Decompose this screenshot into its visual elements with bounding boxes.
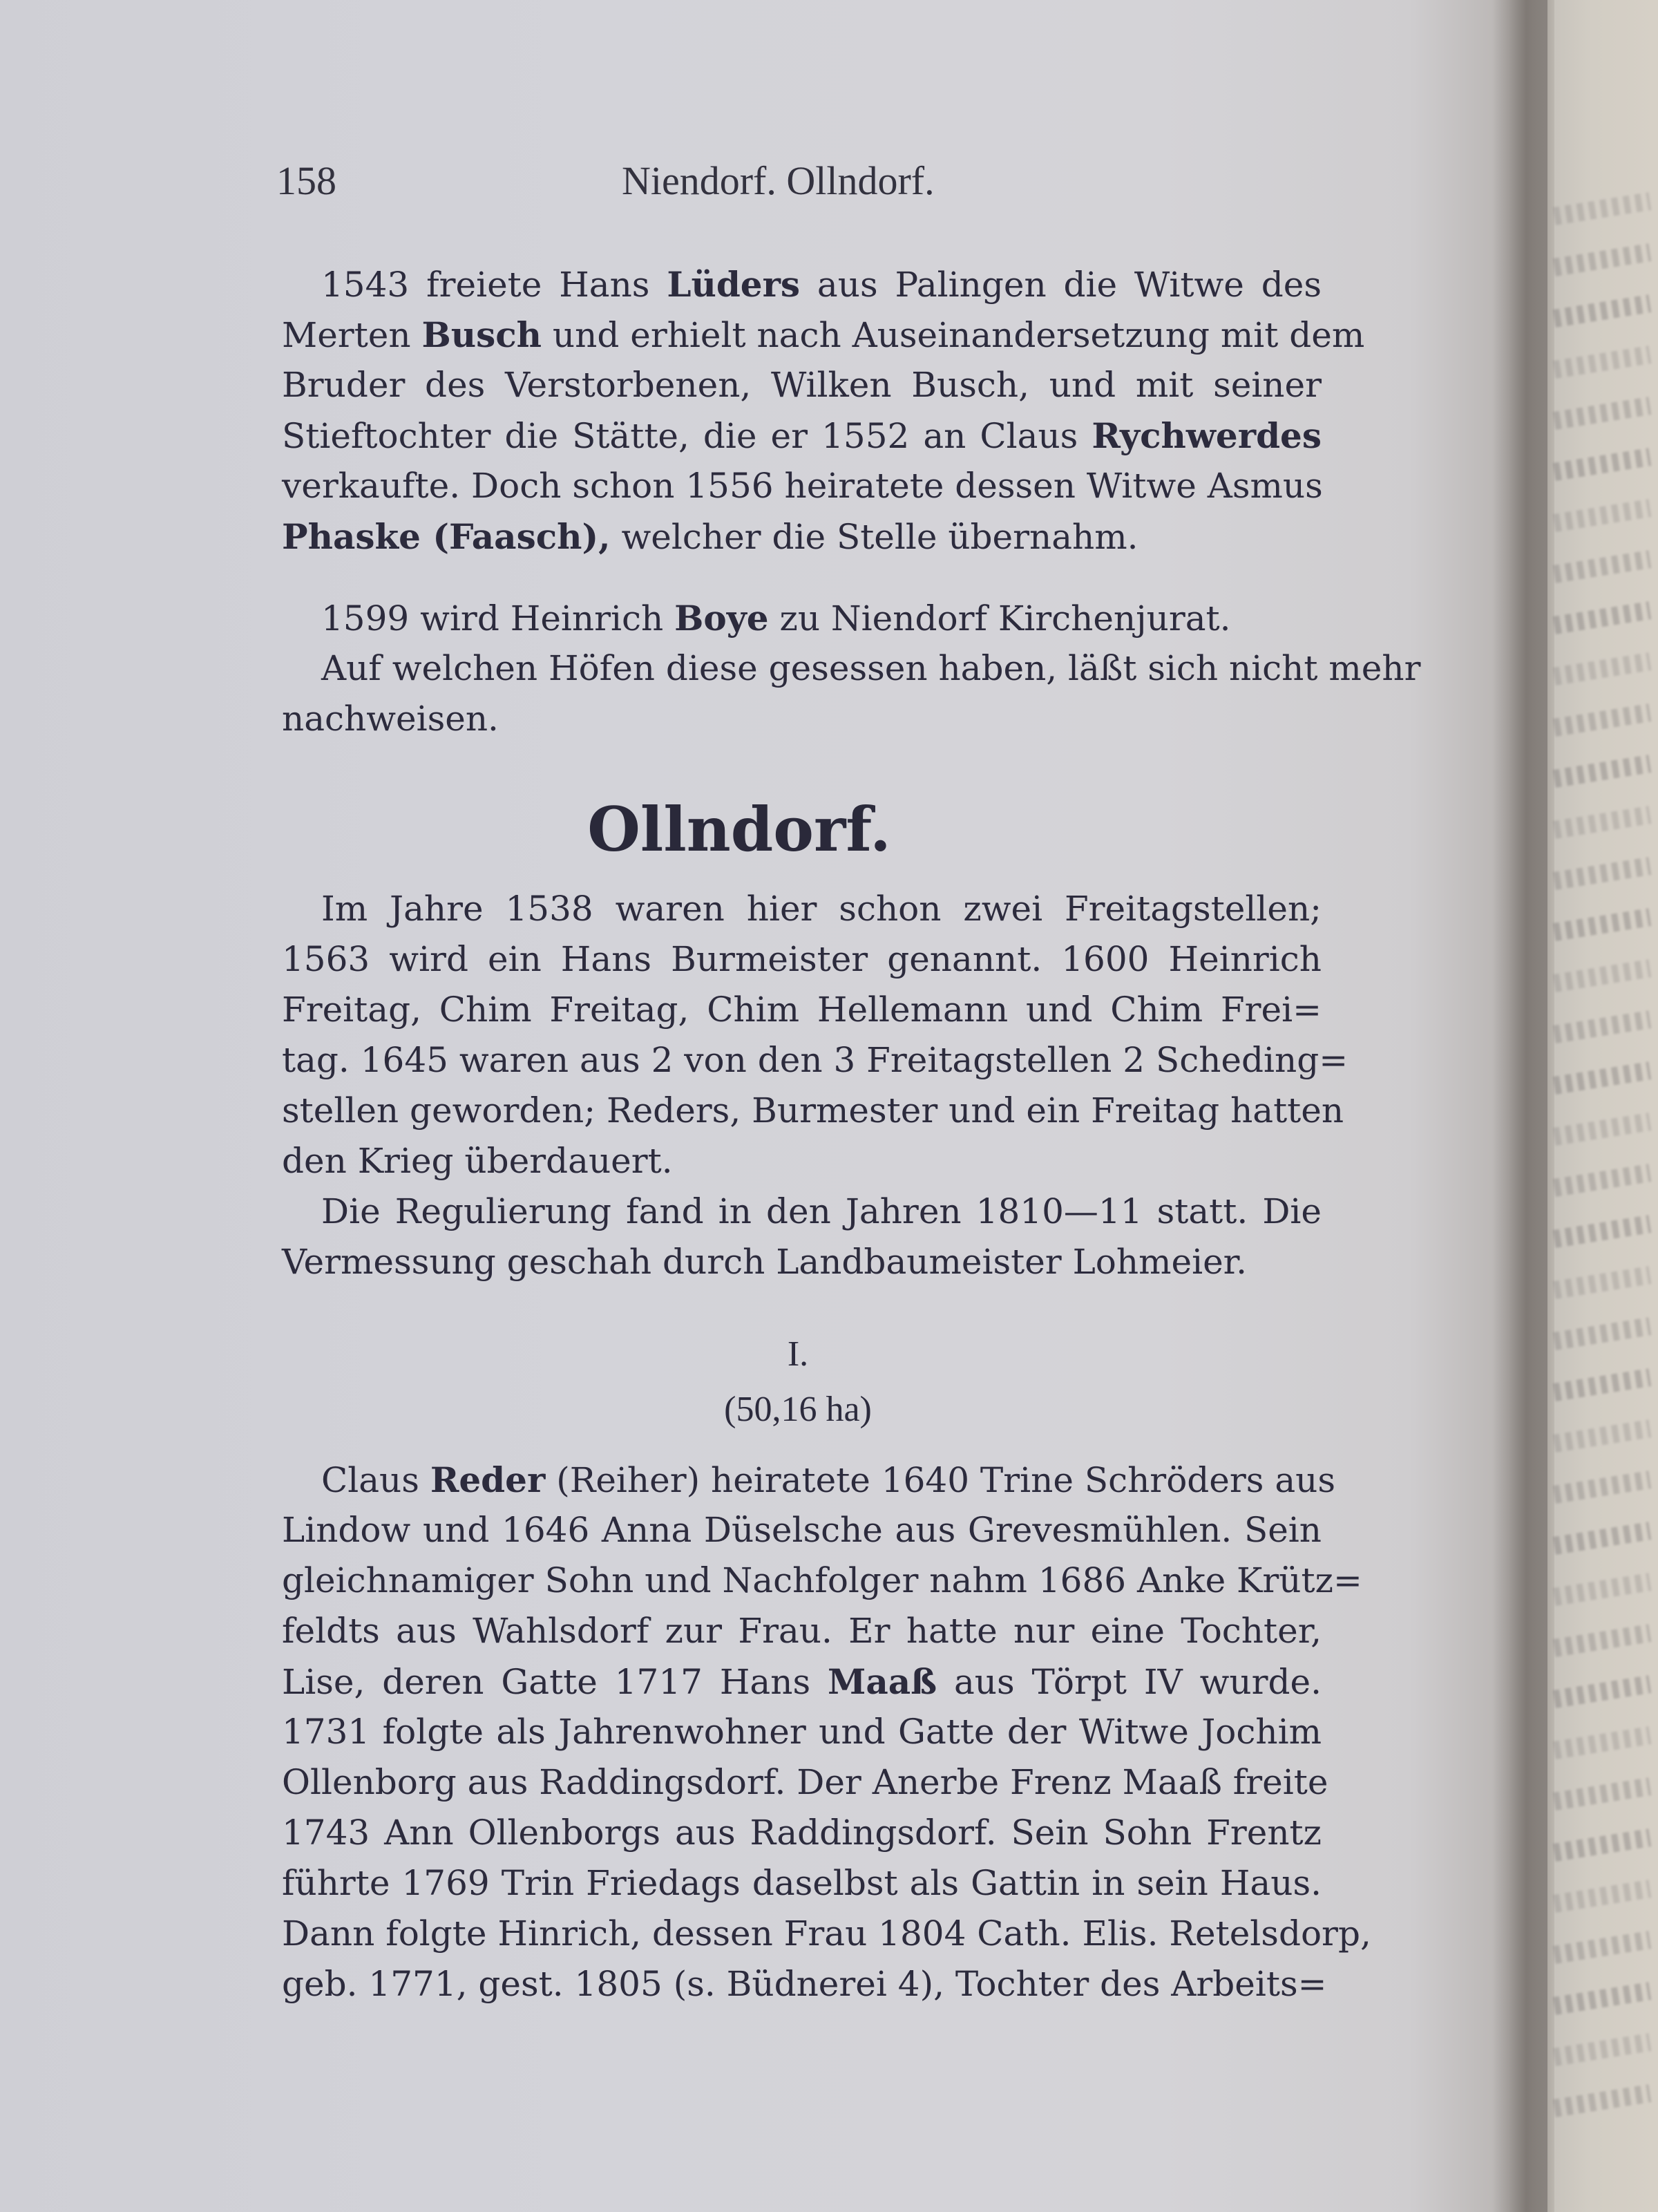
text-run: verkaufte. Doch schon 1556 heiratete dessen Witwe Asmus bbox=[282, 466, 1323, 506]
text-line bbox=[282, 934, 1322, 985]
text-run: stellen geworden; Reders, Burmester und ein Freitag hatten bbox=[282, 1090, 1344, 1131]
text-run: Stieftochter die Stätte, die er 1552 an Claus bbox=[282, 416, 1092, 456]
text-run: (Reiher) heiratete 1640 Trine Schröders aus bbox=[545, 1460, 1336, 1500]
text-line bbox=[282, 1086, 1344, 1136]
text-line bbox=[282, 1136, 1322, 1187]
page-number: 158 bbox=[276, 158, 336, 203]
text-line bbox=[282, 1707, 1322, 1757]
bold-name: Rychwerdes bbox=[1092, 415, 1322, 456]
text-run: Merten bbox=[282, 315, 422, 355]
text-line bbox=[282, 360, 1322, 410]
text-run: feldts aus Wahlsdorf zur Frau. Er hatte nur eine Tochter, bbox=[282, 1611, 1322, 1651]
text-line bbox=[282, 593, 1322, 643]
bold-name: Phaske (Faasch), bbox=[282, 516, 611, 557]
text-line bbox=[282, 1757, 1328, 1808]
text-line bbox=[282, 643, 1421, 694]
text-run: Auf welchen Höfen diese gesessen haben, läßt sich nicht mehr bbox=[321, 648, 1421, 688]
text-line bbox=[282, 1959, 1327, 2010]
text-run: 1563 wird ein Hans Burmeister genannt. 1600 Heinrich bbox=[282, 939, 1322, 979]
text-line bbox=[282, 1187, 1322, 1237]
text-run: tag. 1645 waren aus 2 von den 3 Freitagstellen 2 Scheding= bbox=[282, 1040, 1349, 1080]
bold-name: Reder bbox=[430, 1459, 546, 1500]
text-line bbox=[282, 985, 1322, 1035]
text-line bbox=[282, 1455, 1336, 1505]
text-line bbox=[282, 884, 1322, 934]
text-line bbox=[282, 1909, 1371, 1959]
text-line bbox=[282, 1556, 1362, 1606]
bold-name: Maaß bbox=[827, 1661, 937, 1702]
text-run: Die Regulierung fand in den Jahren 1810—11 statt. Die bbox=[321, 1191, 1322, 1231]
text-line bbox=[282, 694, 1322, 744]
text-run: Ollenborg aus Raddingsdorf. Der Anerbe Frenz Maaß freite bbox=[282, 1762, 1328, 1802]
subsection-area: (50,16 ha) bbox=[724, 1390, 872, 1429]
running-title: Niendorf. Ollndorf. bbox=[622, 158, 935, 203]
text-line bbox=[282, 1505, 1322, 1556]
text-run: aus Palingen die Witwe des bbox=[800, 265, 1322, 305]
text-line bbox=[282, 1656, 1322, 1707]
text-run: Lise, deren Gatte 1717 Hans bbox=[282, 1662, 828, 1702]
bold-name: Lüders bbox=[667, 264, 801, 305]
text-run: welcher die Stelle übernahm. bbox=[610, 517, 1138, 557]
text-run: nachweisen. bbox=[282, 699, 499, 739]
text-line bbox=[282, 1237, 1322, 1287]
text-run: geb. 1771, gest. 1805 (s. Büdnerei 4), Tochter des Arbeits= bbox=[282, 1964, 1327, 2004]
paragraph-reder bbox=[282, 1455, 1371, 2010]
paragraph-luders bbox=[282, 259, 1365, 562]
text-run: den Krieg überdauert. bbox=[282, 1141, 673, 1181]
text-run: Lindow und 1646 Anna Düselsche aus Grevesmühlen. Sein bbox=[282, 1510, 1322, 1550]
text-run: Freitag, Chim Freitag, Chim Hellemann und Chim Frei= bbox=[282, 990, 1322, 1030]
text-run: Im Jahre 1538 waren hier schon zwei Freitagstellen; bbox=[321, 889, 1322, 929]
text-line bbox=[282, 310, 1365, 360]
bold-name: Busch bbox=[421, 314, 542, 355]
text-line bbox=[282, 1606, 1322, 1656]
text-line bbox=[282, 461, 1322, 511]
text-line bbox=[282, 259, 1322, 310]
text-line bbox=[282, 410, 1322, 461]
subsection-numeral: I. bbox=[787, 1334, 809, 1374]
text-run: Bruder des Verstorbenen, Wilken Busch, und mit seiner bbox=[282, 365, 1322, 405]
paragraph-boye bbox=[282, 593, 1322, 643]
text-run: führte 1769 Trin Friedags daselbst als Gattin in sein Haus. bbox=[282, 1863, 1322, 1903]
paragraph-freitagstellen bbox=[282, 884, 1349, 1187]
text-run: Vermessung geschah durch Landbaumeister Lohmeier. bbox=[282, 1242, 1247, 1282]
section-heading: Ollndorf. bbox=[587, 793, 891, 865]
text-run: aus Törpt IV wurde. bbox=[937, 1662, 1322, 1702]
text-line bbox=[282, 511, 1322, 562]
text-run: Dann folgte Hinrich, dessen Frau 1804 Cath. Elis. Retelsdorp, bbox=[282, 1913, 1371, 1954]
text-run: 1731 folgte als Jahrenwohner und Gatte der Witwe Jochim bbox=[282, 1712, 1322, 1752]
text-line bbox=[282, 1808, 1322, 1858]
book-spine-shadow bbox=[1492, 0, 1554, 2212]
text-run: und erhielt nach Auseinandersetzung mit dem bbox=[542, 315, 1365, 355]
paragraph-nachweisen bbox=[282, 643, 1421, 744]
bold-name: Boye bbox=[674, 598, 769, 639]
text-run: 1543 freiete Hans bbox=[321, 265, 667, 305]
text-run: 1599 wird Heinrich bbox=[321, 598, 675, 639]
text-run: zu Niendorf Kirchenjurat. bbox=[768, 598, 1231, 639]
text-run: 1743 Ann Ollenborgs aus Raddingsdorf. Sein Sohn Frentz bbox=[282, 1813, 1322, 1853]
text-run: Claus bbox=[321, 1460, 430, 1500]
paragraph-regulierung bbox=[282, 1187, 1322, 1287]
text-line bbox=[282, 1858, 1322, 1909]
text-line bbox=[282, 1035, 1349, 1086]
text-run: gleichnamiger Sohn und Nachfolger nahm 1686 Anke Krütz= bbox=[282, 1560, 1362, 1600]
